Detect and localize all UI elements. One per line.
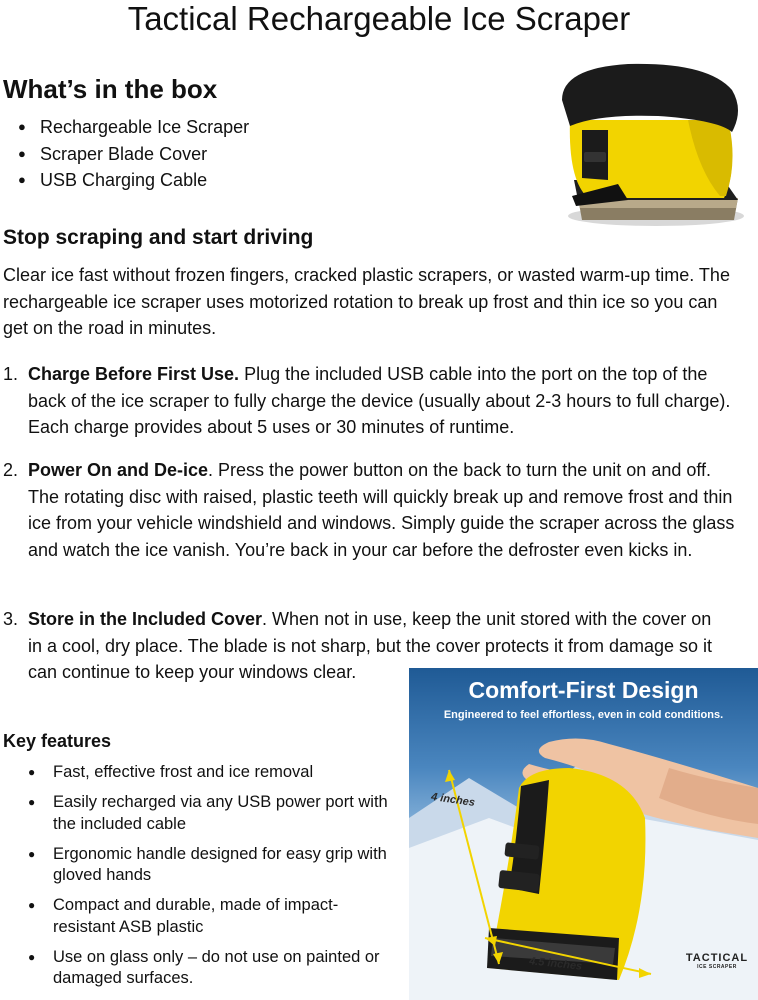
list-item: ● Fast, effective frost and ice removal xyxy=(28,762,388,784)
width-dimension-label: 4.5 inches xyxy=(528,955,583,973)
list-item: ● Rechargeable Ice Scraper xyxy=(18,114,249,141)
intro-paragraph: Clear ice fast without frozen fingers, cracked plastic scrapers, or wasted warm-up time. The rechargeable ice scraper uses motorized rotation to break up frost and thin ice so you can get on the road in minutes. xyxy=(3,265,730,338)
brand-logo-subtext: ICE SCRAPER xyxy=(697,964,737,970)
intro-heading: Stop scraping and start driving xyxy=(3,226,314,249)
product-image xyxy=(548,60,748,230)
step-number: 1. xyxy=(3,364,19,384)
step-power xyxy=(3,457,743,563)
features-heading: Key features xyxy=(3,731,112,751)
features-list xyxy=(28,762,388,998)
list-item: ● Ergonomic handle designed for easy grip with gloved hands xyxy=(28,844,388,887)
step-text: . When not in use, keep the unit stored with the cover on in a cool, dry place. The blade is not sharp, but the cover protects it from damage so it can continue to keep your windows clear. xyxy=(28,609,713,682)
page-title: Tactical Rechargeable Ice Scraper xyxy=(127,0,631,37)
promo-title: Comfort-First Design xyxy=(468,677,699,703)
step-number: 2. xyxy=(3,460,19,480)
list-item: ● Easily recharged via any USB power port with the included cable xyxy=(28,792,388,835)
promo-subtitle: Engineered to feel effortless, even in cold conditions. xyxy=(443,709,724,721)
step-text: Plug the included USB cable into the port on the top of the back of the ice scraper to fully charge the device (usually about 2-3 hours to full charge). Each charge provides about 5 uses or 30 minutes of runtime. xyxy=(28,364,731,437)
step-charge xyxy=(3,361,743,441)
step-title: Power On and De-ice xyxy=(28,460,209,480)
brand-logo-text: TACTICAL xyxy=(685,952,749,964)
promo-image xyxy=(409,668,758,1000)
step-title: Charge Before First Use. xyxy=(28,364,240,384)
step-title: Store in the Included Cover xyxy=(28,609,263,629)
box-list xyxy=(18,114,249,194)
brand-logo xyxy=(677,952,757,970)
list-item: ● Compact and durable, made of impact-resistant ASB plastic xyxy=(28,895,388,938)
box-heading: What’s in the box xyxy=(3,74,218,104)
list-item: ● USB Charging Cable xyxy=(18,167,249,194)
height-dimension-label: 4 inches xyxy=(430,790,476,810)
step-number: 3. xyxy=(3,609,19,629)
list-item: ● Use on glass only – do not use on painted or damaged surfaces. xyxy=(28,947,388,990)
step-text: . Press the power button on the back to turn the unit on and off. The rotating disc with raised, plastic teeth will quickly break up and remove frost and thin ice from your vehicle windshield and windows. Simply guide the scraper across the glass and watch the ice vanish. You’re back in your car before the defroster even kicks in. xyxy=(28,460,735,560)
list-item: ● Scraper Blade Cover xyxy=(18,141,249,168)
